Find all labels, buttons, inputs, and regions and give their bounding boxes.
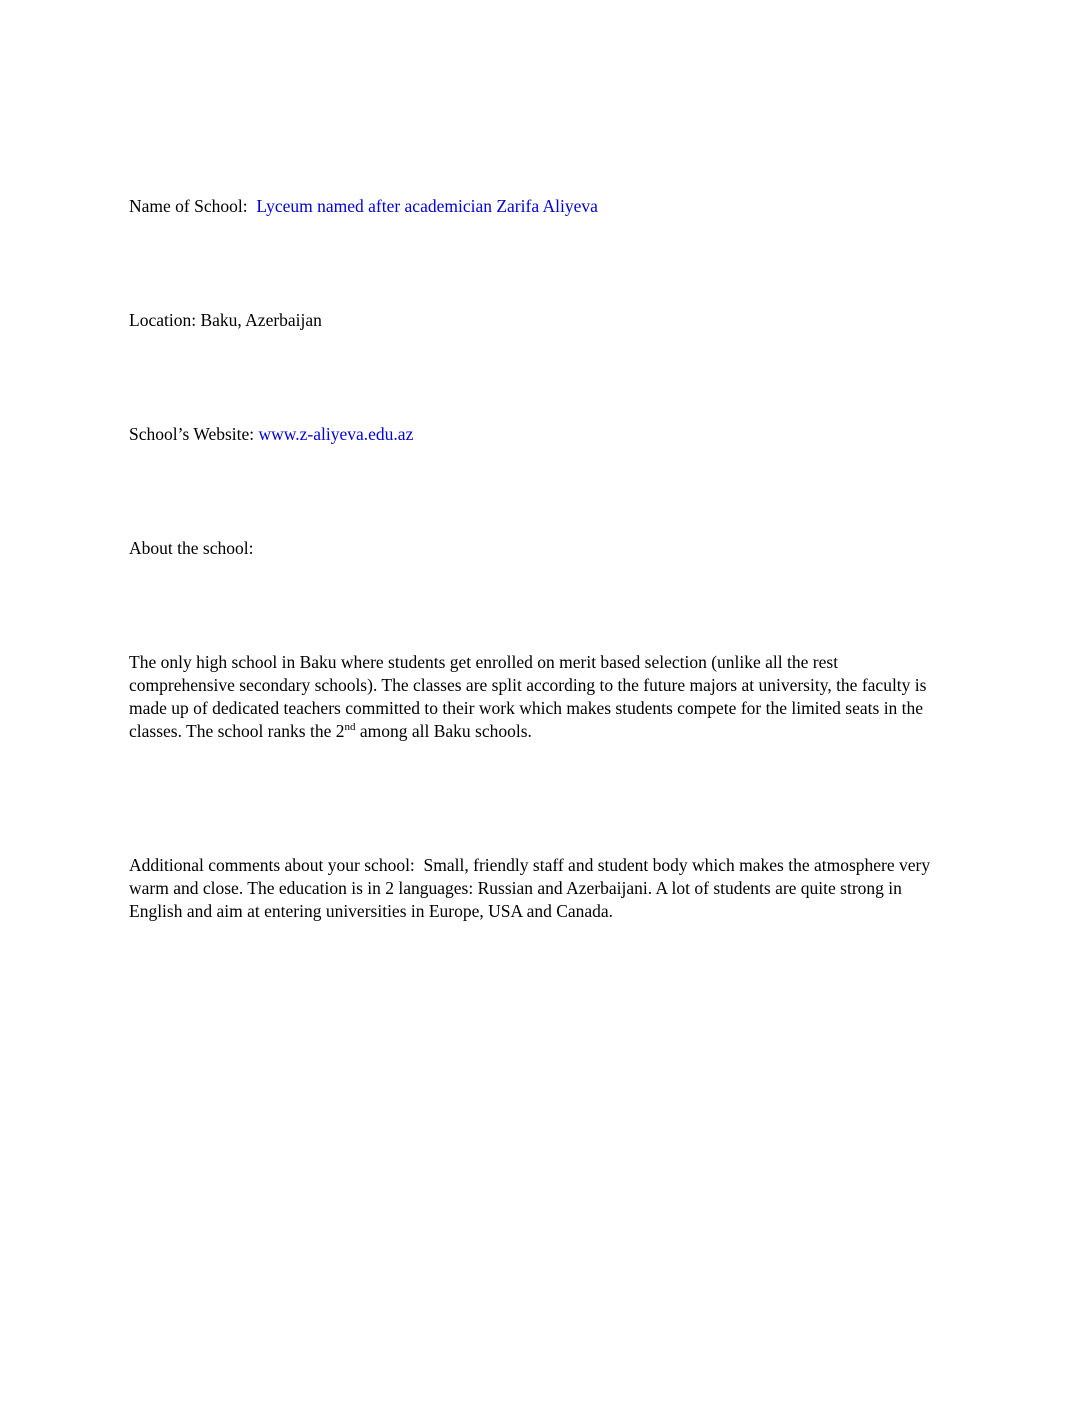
- about-paragraph: [129, 651, 945, 743]
- ordinal-superscript: nd: [344, 721, 356, 734]
- name-of-school-label: Name of School:: [129, 196, 257, 216]
- document-content: [129, 126, 945, 1014]
- field-location: [129, 309, 945, 332]
- location-value: Baku, Azerbaijan: [200, 310, 322, 330]
- additional-comments-paragraph: [129, 854, 945, 923]
- field-website: [129, 423, 945, 446]
- about-heading: About the school:: [129, 538, 254, 558]
- additional-comments-text: Small, friendly staff and student body which makes the atmosphere very warm and close. The education is in 2 languages: Russian and Azerbaijani. A lot of students are quite strong in English and aim at entering universities in Europe, USA and Canada.: [129, 855, 935, 921]
- website-link[interactable]: www.z-aliyeva.edu.az: [258, 424, 414, 444]
- additional-comments-label: Additional comments about your school:: [129, 855, 424, 875]
- location-label: Location:: [129, 310, 201, 330]
- field-name-of-school: [129, 195, 945, 218]
- school-name-link[interactable]: Lyceum named after academician Zarifa Aliyeva: [256, 196, 598, 216]
- about-text-end: among all Baku schools.: [355, 721, 532, 741]
- about-text-start: The only high school in Baku where students get enrolled on merit based selection (unlike all the rest comprehensive secondary schools). The classes are split according to the future majors at university, the faculty is made up of dedicated teachers committed to their work which makes students compete for the limited seats in the classes. The school ranks the 2: [129, 652, 931, 741]
- website-label: School’s Website:: [129, 424, 259, 444]
